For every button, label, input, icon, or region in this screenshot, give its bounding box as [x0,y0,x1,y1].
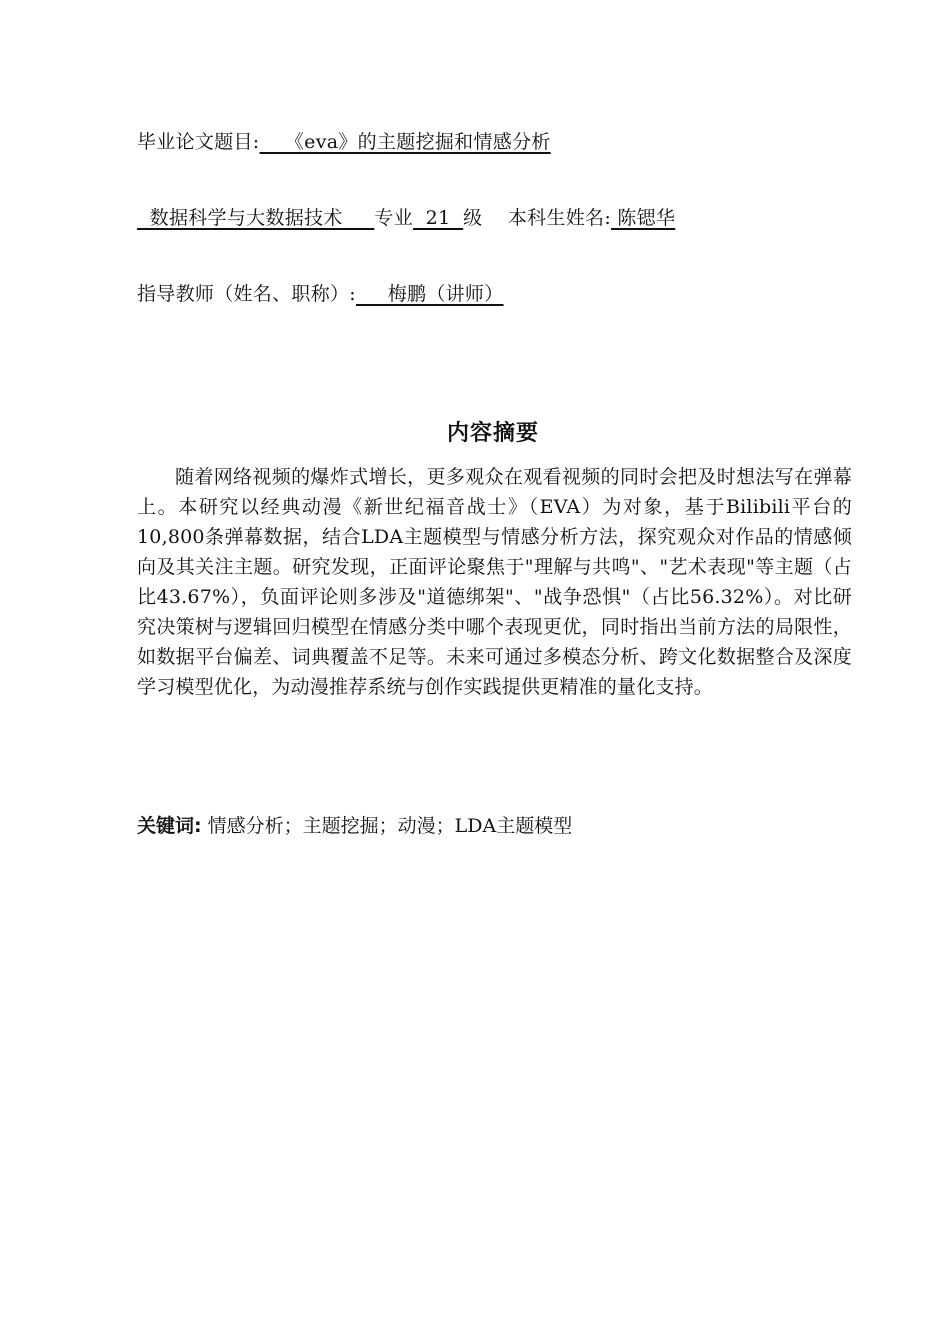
advisor-value: 梅鹏（讲师） [356,283,504,305]
grade-label: 级 [463,207,483,229]
major-value: 数据科学与大数据技术 [137,207,375,229]
student-name-label: 本科生姓名: [507,207,612,229]
abstract-body: 随着网络视频的爆炸式增长，更多观众在观看视频的同时会把及时想法写在弹幕上。本研究以经典动漫《新世纪福音战士》（EVA）为对象，基于Bilibili平台的10,800条弹幕数据，结合LDA主题模型与情感分析方法，探究观众对作品的情感倾向及其关注主题。研究发现，正面评论聚焦于"理解与共鸣"、"艺术表现"等主题（占比43.67%），负面评论则多涉及"道德绑架"、"战争恐惧"（占比56.32%）。对比研究决策树与逻辑回归模型在情感分类中哪个表现更优，同时指出当前方法的局限性，如数据平台偏差、词典覆盖不足等。未来可通过多模态分析、跨文化数据整合及深度学习模型优化，为动漫推荐系统与创作实践提供更精准的量化支持。 [137,466,852,698]
abstract-heading: 内容摘要 [446,421,539,446]
keywords-row [137,814,572,838]
grade-value: 21 [413,207,464,229]
keywords-values: 情感分析；主题挖掘；动漫；LDA主题模型 [201,815,573,837]
advisor-row [137,282,504,306]
thesis-title-value: 《eva》的主题挖掘和情感分析 [259,131,551,153]
major-label: 专业 [374,207,413,229]
advisor-label: 指导教师（姓名、职称）: [137,283,357,305]
thesis-title-label: 毕业论文题目: [137,131,260,153]
thesis-title-row [137,130,551,154]
student-name-value: 陈锶华 [611,207,676,229]
keywords-label: 关键词: [137,815,202,837]
row-gap [482,207,507,229]
major-grade-student-row [137,206,675,230]
